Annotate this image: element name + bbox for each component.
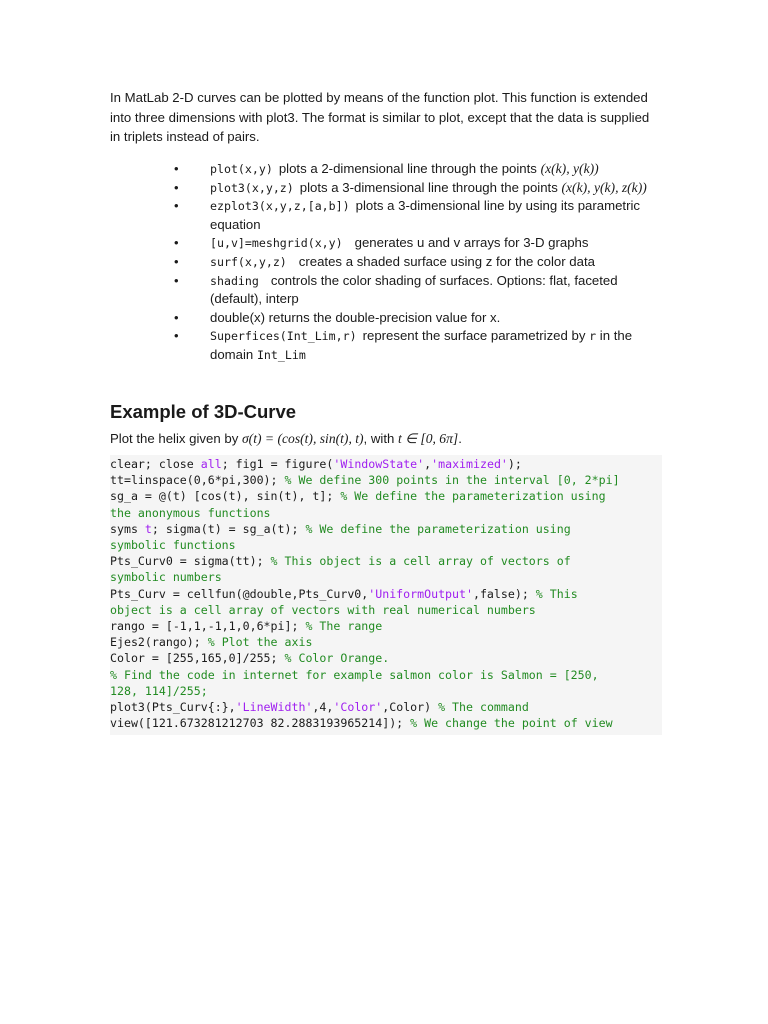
intro-paragraph: In MatLab 2-D curves can be plotted by means of the function plot. This function is extended into three dimensions with plot3. The format is similar to plot, except that the data is supplied in triplets instead of pairs. <box>110 90 650 144</box>
code-line <box>110 650 662 666</box>
code-line <box>110 505 662 521</box>
code-line <box>110 537 662 553</box>
code-comment: object is a cell array of vectors with real numerical numbers <box>110 602 536 617</box>
code-line <box>110 488 662 504</box>
code-comment: symbolic numbers <box>110 570 222 585</box>
helix-description <box>110 430 662 448</box>
section-heading: Example of 3D-Curve <box>110 401 297 422</box>
list-item-text: plots a 3-dimensional line by using its parametric equation <box>210 198 641 232</box>
code-line <box>110 553 662 569</box>
lead-prefix: Plot the helix given by <box>110 431 239 446</box>
code-comment: % Color Orange. <box>284 651 390 666</box>
code-comment: the anonymous functions <box>110 505 271 520</box>
code-token: ; fig1 = figure( <box>221 457 334 471</box>
code-comment: % We define the parameterization using <box>340 489 606 504</box>
code-comment: % This <box>535 586 578 601</box>
code-token: rango = [-1,1,-1,1,0,6*pi]; <box>110 619 306 634</box>
code-line <box>110 456 662 472</box>
code-line <box>110 683 662 699</box>
code-token: ; sigma(t) = sg_a(t); <box>151 521 306 536</box>
list-item-text: double(x) returns the double-precision value for x. <box>210 309 501 325</box>
list-item-plot <box>110 160 662 179</box>
list-item-ezplot3 <box>110 197 662 234</box>
list-item-code: plot3(x,y,z) <box>210 180 294 195</box>
list-item-code: Superfices(Int_Lim,r) <box>210 329 357 344</box>
list-item-text: creates a shaded surface using z for the color data <box>298 253 595 269</box>
code-line <box>110 618 662 634</box>
code-token: view([121.673281212703 82.2883193965214]); <box>110 716 411 731</box>
code-token: plot3(Pts_Curv{:}, <box>110 700 236 715</box>
code-keyword: 'UniformOutput' <box>368 586 473 601</box>
list-item-shading <box>110 272 662 309</box>
list-item-code: plot(x,y) <box>210 162 273 176</box>
lead-end: . <box>458 431 462 446</box>
code-keyword: 'maximized' <box>431 457 508 471</box>
list-item-math: (x(k), y(k), z(k)) <box>561 179 647 195</box>
list-item-surf <box>110 253 662 272</box>
list-item-plot3 <box>110 179 662 198</box>
code-keyword: 'LineWidth' <box>235 700 313 715</box>
code-token: Ejes2(rango); <box>110 635 208 650</box>
list-item-code: ezplot3(x,y,z,[a,b]) <box>210 199 350 214</box>
code-token: Pts_Curv = cellfun(@double,Pts_Curv0, <box>110 586 369 601</box>
code-comment: % We change the point of view <box>410 716 613 731</box>
code-token: sg_a = @(t) [cos(t), sin(t), t]; <box>110 489 341 504</box>
code-comment: symbolic functions <box>110 538 236 553</box>
code-line <box>110 699 662 715</box>
list-item-code: [u,v]=meshgrid(x,y) <box>210 236 343 251</box>
code-comment: 128, 114]/255; <box>110 683 208 698</box>
list-item-meshgrid <box>110 234 662 253</box>
lead-math-sigma: σ(t) = (cos(t), sin(t), t) <box>241 431 364 446</box>
list-item-text: controls the color shading of surfaces. Options: flat, faceted (default), interp <box>210 272 618 307</box>
list-item-code-inline: r <box>589 329 597 344</box>
list-item-text: generates u and v arrays for 3-D graphs <box>354 235 589 251</box>
list-item-text: represent the surface parametrized by <box>362 328 586 344</box>
code-line <box>110 667 662 683</box>
lead-math-interval: t ∈ [0, 6π] <box>398 431 459 446</box>
code-comment: % Plot the axis <box>207 635 313 650</box>
lead-with: , with <box>363 431 395 446</box>
code-keyword: t <box>144 521 152 536</box>
code-comment: % The range <box>305 619 383 634</box>
code-token: syms <box>110 521 145 536</box>
code-token: ,4, <box>312 700 334 715</box>
code-token: ,Color) <box>382 700 439 715</box>
list-item-text: plots a 3-dimensional line through the points <box>299 179 558 195</box>
code-keyword: 'WindowState' <box>333 457 425 471</box>
code-keyword: all <box>200 457 222 471</box>
code-comment: % Find the code in internet for example salmon color is Salmon = [250, <box>110 667 599 682</box>
code-comment: % We define 300 points in the interval [0, 2*pi] <box>284 473 620 488</box>
code-token: Color = [255,165,0]/255; <box>110 651 285 666</box>
code-token: ,false); <box>472 586 536 601</box>
code-line <box>110 634 662 650</box>
code-token: clear; close <box>110 457 201 471</box>
code-comment: % The command <box>438 700 529 715</box>
code-line <box>110 521 662 537</box>
list-item-code: shading <box>210 273 259 288</box>
code-token: ); <box>507 457 522 471</box>
code-line <box>110 569 662 585</box>
code-keyword: 'Color' <box>333 700 383 715</box>
code-token: tt=linspace(0,6*pi,300); <box>110 473 285 488</box>
list-item-code: surf(x,y,z) <box>210 254 287 269</box>
code-line <box>110 586 662 602</box>
list-item-text: plots a 2-dimensional line through the points <box>278 161 537 176</box>
code-comment: % We define the parameterization using <box>305 521 571 536</box>
list-item-double <box>110 309 662 328</box>
list-item-superfices <box>110 327 662 364</box>
function-list <box>110 160 662 365</box>
list-item-math: (x(k), y(k)) <box>540 161 599 176</box>
code-token: , <box>424 457 432 471</box>
list-item-text-cont: in the domain <box>210 328 633 362</box>
code-line <box>110 715 662 731</box>
code-line <box>110 602 662 618</box>
code-token: Pts_Curv0 = sigma(tt); <box>110 554 271 569</box>
code-line <box>110 472 662 488</box>
code-block <box>110 455 662 735</box>
code-comment: % This object is a cell array of vectors of <box>270 554 571 569</box>
list-item-code-inline: Int_Lim <box>256 347 306 362</box>
